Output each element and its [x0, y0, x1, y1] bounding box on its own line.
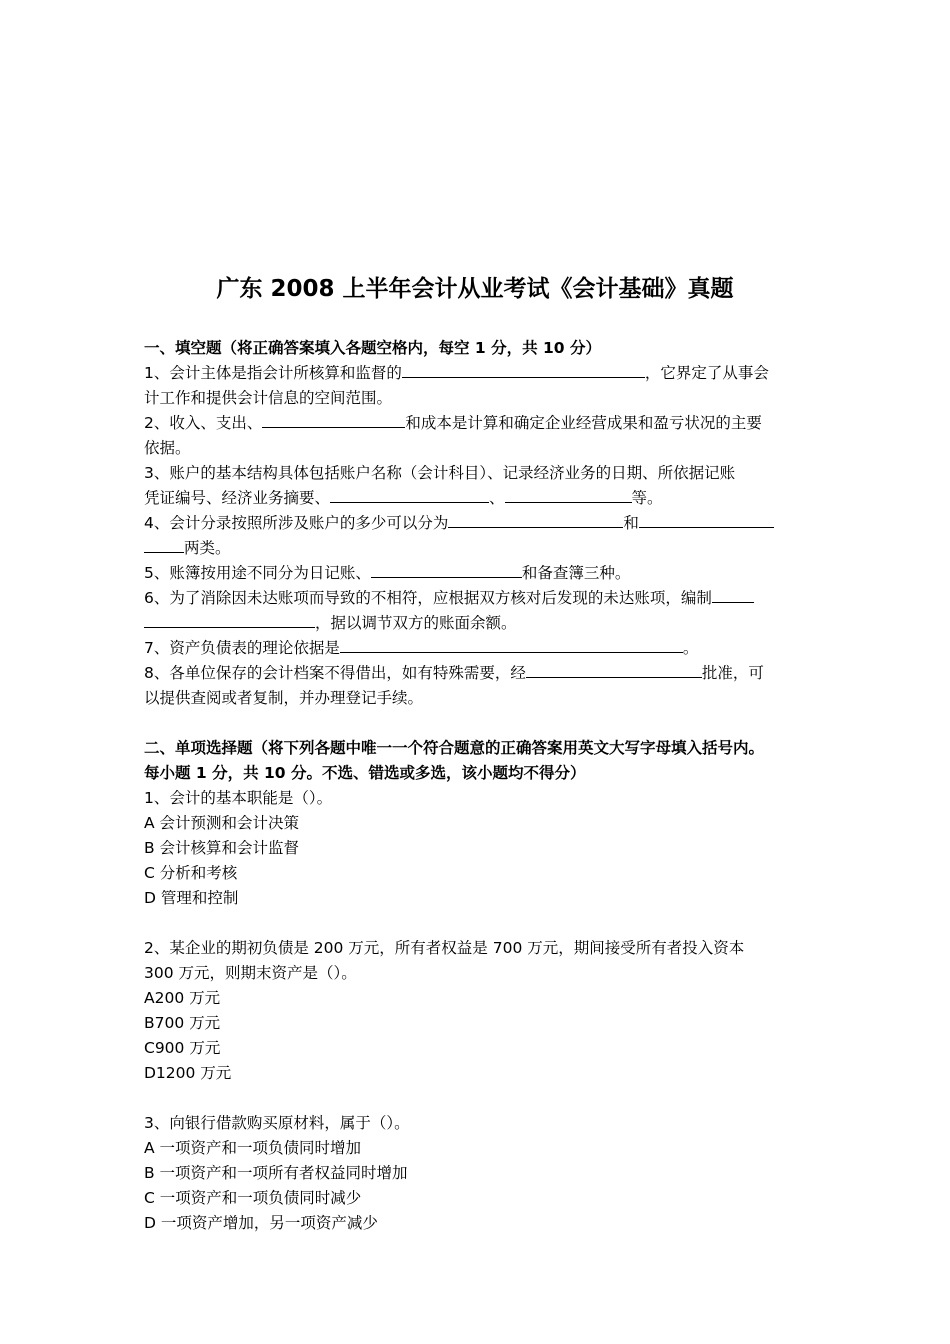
question-line: [144, 536, 814, 561]
option-item[interactable]: C 一项资产和一项负债同时减少: [144, 1189, 362, 1207]
question-stem: 300 万元，则期末资产是（）。: [144, 964, 357, 982]
document-body: [144, 336, 814, 1236]
question-line: [144, 511, 814, 536]
option-item[interactable]: A200 万元: [144, 989, 221, 1007]
question-text: 和成本是计算和确定企业经营成果和盈亏状况的主要: [405, 414, 762, 432]
section2-heading: 每小题 1 分，共 10 分。不选、错选或多选，该小题均不得分）: [144, 764, 586, 782]
question-text: 批准，可: [701, 664, 764, 682]
option-item[interactable]: D 管理和控制: [144, 889, 239, 907]
spacer: [144, 711, 814, 736]
question-text: 7、资产负债表的理论依据是: [144, 639, 340, 657]
question-text: 6、为了消除因未达账项而导致的不相符，应根据双方核对后发现的未达账项，编制: [144, 589, 712, 607]
question-stem: 1、会计的基本职能是（）。: [144, 789, 333, 807]
answer-blank[interactable]: [448, 512, 623, 528]
section1-heading: 一、填空题（将正确答案填入各题空格内，每空 1 分，共 10 分）: [144, 339, 601, 357]
option-item[interactable]: C 分析和考核: [144, 864, 238, 882]
question-text: 两类。: [184, 539, 231, 557]
question-text: 4、会计分录按照所涉及账户的多少可以分为: [144, 514, 449, 532]
question-text: 和: [623, 514, 639, 532]
document-title: 广东 2008 上半年会计从业考试《会计基础》真题: [216, 276, 734, 302]
question-stem: 2、某企业的期初负债是 200 万元，所有者权益是 700 万元，期间接受所有者投入资本: [144, 939, 745, 957]
answer-blank[interactable]: [144, 612, 315, 628]
answer-blank[interactable]: [712, 587, 754, 603]
answer-blank[interactable]: [402, 362, 645, 378]
question-text: ，它界定了从事会: [644, 364, 769, 382]
option-item[interactable]: B 会计核算和会计监督: [144, 839, 300, 857]
question-text: 、: [489, 489, 505, 507]
question-text: 凭证编号、经济业务摘要、: [144, 489, 331, 507]
answer-blank[interactable]: [371, 562, 522, 578]
option-item[interactable]: A 会计预测和会计决策: [144, 814, 300, 832]
answer-blank[interactable]: [639, 512, 774, 528]
answer-blank[interactable]: [526, 662, 702, 678]
spacer: [144, 1086, 814, 1111]
question-text: 1、会计主体是指会计所核算和监督的: [144, 364, 402, 382]
question-text: 5、账簿按用途不同分为日记账、: [144, 564, 371, 582]
question-line: [144, 561, 814, 586]
question-text: 2、收入、支出、: [144, 414, 263, 432]
question-line: [144, 486, 814, 511]
question-text: 和备查簿三种。: [521, 564, 631, 582]
option-item[interactable]: B700 万元: [144, 1014, 221, 1032]
question-line: 以提供查阅或者复制，并办理登记手续。: [144, 689, 424, 707]
question-line: [144, 411, 814, 436]
option-item[interactable]: D1200 万元: [144, 1064, 232, 1082]
question-text: ，据以调节双方的账面余额。: [315, 614, 517, 632]
question-text: 等。: [631, 489, 663, 507]
question-line: [144, 361, 814, 386]
question-line: [144, 611, 814, 636]
question-line: [144, 636, 814, 661]
question-text: 。: [682, 639, 699, 657]
question-line: [144, 661, 814, 686]
section2-heading: 二、单项选择题（将下列各题中唯一一个符合题意的正确答案用英文大写字母填入括号内。: [144, 739, 765, 757]
question-line: 3、账户的基本结构具体包括账户名称（会计科目）、记录经济业务的日期、所依据记账: [144, 464, 736, 482]
question-line: [144, 586, 814, 611]
question-text: 8、各单位保存的会计档案不得借出，如有特殊需要，经: [144, 664, 526, 682]
question-stem: 3、向银行借款购买原材料，属于（）。: [144, 1114, 410, 1132]
spacer: [144, 911, 814, 936]
answer-blank[interactable]: [262, 412, 405, 428]
answer-blank[interactable]: [144, 537, 184, 553]
question-line: 依据。: [144, 439, 191, 457]
option-item[interactable]: D 一项资产增加，另一项资产减少: [144, 1214, 378, 1232]
question-line: 计工作和提供会计信息的空间范围。: [144, 389, 393, 407]
answer-blank[interactable]: [505, 487, 632, 503]
option-item[interactable]: A 一项资产和一项负债同时增加: [144, 1139, 362, 1157]
option-item[interactable]: C900 万元: [144, 1039, 221, 1057]
answer-blank[interactable]: [340, 637, 683, 653]
option-item[interactable]: B 一项资产和一项所有者权益同时增加: [144, 1164, 408, 1182]
answer-blank[interactable]: [330, 487, 489, 503]
